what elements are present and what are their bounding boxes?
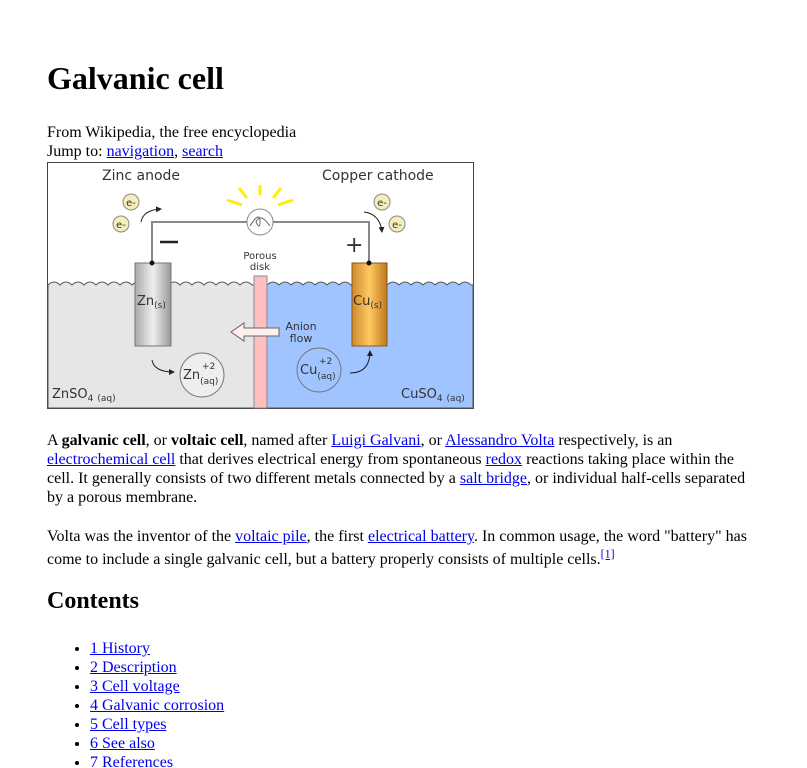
- zinc-anode-label: Zinc anode: [102, 168, 181, 184]
- copper-cathode-label: Copper cathode: [322, 168, 434, 184]
- copper-ion-charge: +2: [319, 357, 333, 367]
- anion-label-2: flow: [289, 332, 313, 345]
- search-link[interactable]: search: [182, 143, 223, 160]
- porous-label: Porous: [243, 251, 277, 262]
- svg-text:e-: e-: [116, 220, 126, 231]
- intro-paragraph: A galvanic cell, or voltaic cell, named after Luigi Galvani, or Alessandro Volta respectively, is an electrochemical cell that derives electrical energy from spontaneous redox reactions taking place within the cell. It generally consists of two different metals connected by a salt bridge, or individual half-cells separated by a porous membrane.: [47, 432, 746, 506]
- toc-description[interactable]: 2 Description: [90, 659, 177, 676]
- volta-paragraph: Volta was the inventor of the voltaic pile, the first electrical battery. In common usage, the word "battery" has come to include a single galvanic cell, but a battery properly consists of multiple cells.[1]: [47, 528, 747, 568]
- anion-label: Anion: [285, 320, 317, 333]
- site-sub: [47, 123, 296, 161]
- link-voltaic-pile[interactable]: voltaic pile: [235, 528, 307, 545]
- copper-electrode-label: $Cu_{(s)}$: [353, 294, 383, 311]
- zinc-electrode-label: $Zn_{(s)}$: [137, 294, 166, 311]
- zinc-ion-charge: +2: [202, 362, 216, 372]
- link-electrical-battery[interactable]: electrical battery: [367, 528, 474, 545]
- toc-item: [90, 715, 224, 734]
- toc-see-also[interactable]: 6 See also: [90, 735, 155, 752]
- link-electrochemical-cell[interactable]: electrochemical cell: [47, 451, 176, 468]
- toc-cell-voltage[interactable]: 3 Cell voltage: [90, 678, 180, 695]
- porous-label-2: disk: [249, 262, 271, 273]
- toc-item: [90, 658, 224, 677]
- toc-references[interactable]: 7 References: [90, 754, 174, 768]
- toc-item: [90, 753, 224, 768]
- jump-label: Jump to:: [47, 143, 107, 160]
- svg-text:e-: e-: [392, 220, 402, 231]
- contents-list: [47, 639, 224, 768]
- contents-heading: Contents: [47, 588, 140, 614]
- link-salt-bridge[interactable]: salt bridge: [459, 470, 527, 487]
- toc-item: [90, 734, 224, 753]
- porous-disk: [254, 276, 267, 408]
- zinc-ion-label: $Zn_{(aq)}$: [183, 368, 219, 387]
- galvanic-cell-diagram[interactable]: [47, 160, 477, 410]
- separator: ,: [174, 143, 183, 160]
- svg-text:e-: e-: [377, 198, 387, 209]
- link-redox[interactable]: redox: [485, 451, 523, 468]
- cuso4-label: CuSO$_4$ (aq): [401, 387, 465, 404]
- navigation-link[interactable]: navigation: [106, 143, 175, 160]
- page-title: Galvanic cell: [47, 60, 224, 96]
- reference-1[interactable]: [1]: [600, 546, 615, 561]
- svg-text:e-: e-: [126, 198, 136, 209]
- toc-item: [90, 696, 224, 715]
- toc-history[interactable]: 1 History: [90, 640, 150, 657]
- toc-item: [90, 677, 224, 696]
- tagline: From Wikipedia, the free encyclopedia: [47, 124, 297, 141]
- plus-sign: +: [345, 233, 364, 258]
- toc-galvanic-corrosion[interactable]: 4 Galvanic corrosion: [90, 697, 225, 714]
- jump-links: [47, 142, 296, 161]
- toc-cell-types[interactable]: 5 Cell types: [90, 716, 167, 733]
- link-alessandro-volta[interactable]: Alessandro Volta: [445, 432, 555, 449]
- copper-ion-label: $Cu_{(aq)}$: [300, 363, 336, 382]
- toc-item: [90, 639, 224, 658]
- znso4-label: ZnSO$_4$ (aq): [52, 387, 116, 404]
- link-luigi-galvani[interactable]: Luigi Galvani: [331, 432, 421, 449]
